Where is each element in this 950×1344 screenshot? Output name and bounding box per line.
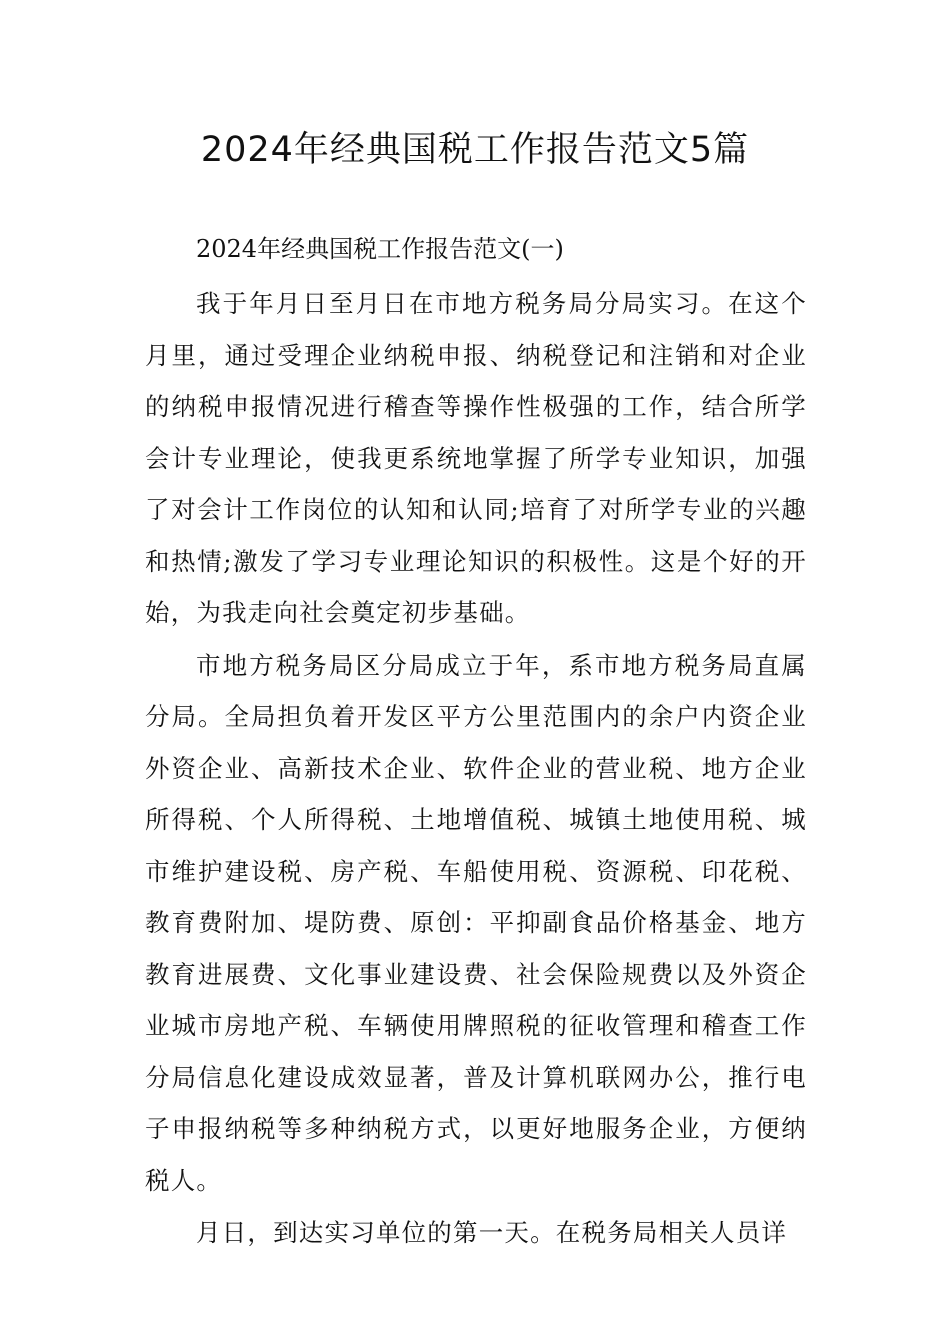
document-title: 2024年经典国税工作报告范文5篇 xyxy=(200,130,750,170)
paragraph-bureau-overview: 市地方税务局区分局成立于年，系市地方税务局直属分局。全局担负着开发区平方公里范围内的余户内资企业外资企业、高新技术企业、软件企业的营业税、地方企业所得税、个人所得税、土地增值税、城镇土地使用税、城市维护建设税、房产税、车船使用税、资源税、印花税、教育费附加、堤防费、原创：平抑副食品价格基金、地方教育进展费、文化事业建设费、社会保险规费以及外资企业城市房地产税、车辆使用牌照税的征收管理和稽查工作分局信息化建设成效显著，普及计算机联网办公，推行电子申报纳税等多种纳税方式，以更好地服务企业，方便纳税人。 xyxy=(145,650,807,1195)
section-subtitle: 2024年经典国税工作报告范文(一) xyxy=(196,235,564,263)
paragraph-first-day: 月日，到达实习单位的第一天。在税务局相关人员详 xyxy=(196,1218,788,1247)
document-body xyxy=(145,278,807,1260)
paragraph-internship-intro: 我于年月日至月日在市地方税务局分局实习。在这个月里，通过受理企业纳税申报、纳税登记和注销和对企业的纳税申报情况进行稽查等操作性极强的工作，结合所学会计专业理论，使我更系统地掌握了所学专业知识，加强了对会计工作岗位的认知和认同;培育了对所学专业的兴趣和热情;激发了学习专业理论知识的积极性。这是个好的开始，为我走向社会奠定初步基础。 xyxy=(145,289,807,627)
